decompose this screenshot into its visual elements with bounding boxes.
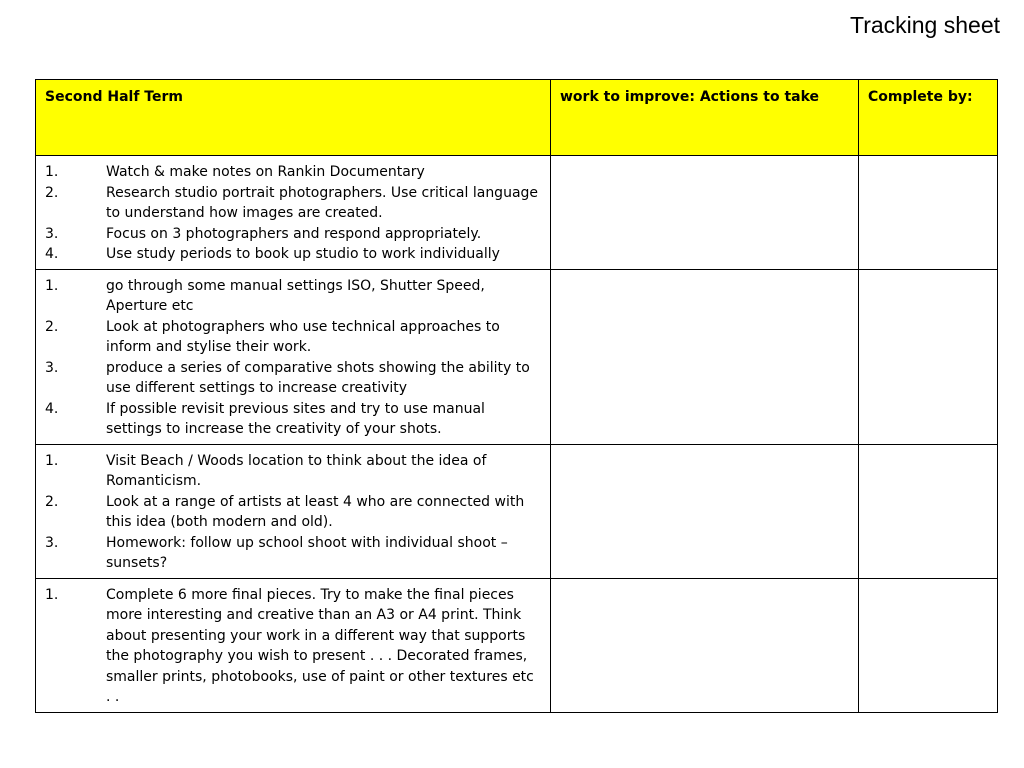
item-number: 4. [45, 400, 59, 417]
list-item [45, 183, 542, 224]
item-number: 3. [45, 225, 59, 242]
item-number: 1. [45, 277, 59, 294]
complete-by-cell[interactable] [859, 269, 998, 444]
header-actions: work to improve: Actions to take [551, 80, 859, 156]
table-header-row [36, 80, 998, 156]
item-number: 2. [45, 493, 59, 510]
table-row [36, 578, 998, 712]
item-number: 3. [45, 534, 59, 551]
list-item [45, 533, 542, 574]
list-item [45, 162, 542, 183]
item-number: 1. [45, 586, 59, 603]
list-item [45, 244, 542, 265]
list-item [45, 224, 542, 245]
item-number: 1. [45, 164, 59, 180]
complete-by-cell[interactable] [859, 156, 998, 270]
task-list-cell [36, 578, 551, 712]
table-row [36, 269, 998, 444]
item-text: Look at a range of artists at least 4 who are connected with this idea (both modern and old). [106, 493, 525, 530]
item-number: 1. [45, 452, 59, 469]
table-row [36, 444, 998, 578]
item-text: go through some manual settings ISO, Shutter Speed, Aperture etc [106, 277, 485, 314]
list-item [45, 492, 542, 533]
item-text: Look at photographers who use technical approaches to inform and stylise their work. [106, 318, 500, 355]
list-item [45, 585, 542, 708]
item-text: Use study periods to book up studio to work individually [106, 246, 500, 262]
actions-cell[interactable] [551, 156, 859, 270]
page-title: Tracking sheet [850, 12, 1000, 38]
tracking-table [35, 79, 998, 713]
list-item [45, 399, 542, 440]
item-text: Homework: follow up school shoot with individual shoot – sunsets? [106, 534, 508, 571]
complete-by-cell[interactable] [859, 578, 998, 712]
task-list [45, 276, 542, 440]
item-number: 2. [45, 184, 59, 201]
item-text: Focus on 3 photographers and respond appropriately. [106, 225, 482, 242]
item-number: 2. [45, 318, 59, 335]
task-list [45, 451, 542, 574]
header-term: Second Half Term [36, 80, 551, 156]
item-text: Watch & make notes on Rankin Documentary [106, 164, 425, 180]
actions-cell[interactable] [551, 444, 859, 578]
header-complete-by: Complete by: [859, 80, 998, 156]
actions-cell[interactable] [551, 269, 859, 444]
task-list-cell [36, 156, 551, 270]
list-item [45, 451, 542, 492]
item-text: Research studio portrait photographers. Use critical language to understand how images are created. [106, 184, 539, 221]
complete-by-cell[interactable] [859, 444, 998, 578]
task-list [45, 162, 542, 265]
item-text: Complete 6 more final pieces. Try to make the final pieces more interesting and creative than an A3 or A4 print. Think about presenting your work in a different way that supports the photography you wish to present . . . Decorated frames, smaller prints, photobooks, use of paint or other textures etc . . [106, 586, 534, 705]
item-text: produce a series of comparative shots showing the ability to use different settings to increase creativity [106, 359, 530, 396]
task-list-cell [36, 444, 551, 578]
list-item [45, 276, 542, 317]
task-list-cell [36, 269, 551, 444]
item-text: Visit Beach / Woods location to think about the idea of Romanticism. [106, 452, 487, 489]
actions-cell[interactable] [551, 578, 859, 712]
item-number: 4. [45, 246, 59, 262]
task-list [45, 585, 542, 708]
table-row [36, 156, 998, 270]
item-text: If possible revisit previous sites and try to use manual settings to increase the creativity of your shots. [106, 400, 485, 437]
table-body [36, 156, 998, 713]
item-number: 3. [45, 359, 59, 376]
list-item [45, 358, 542, 399]
list-item [45, 317, 542, 358]
